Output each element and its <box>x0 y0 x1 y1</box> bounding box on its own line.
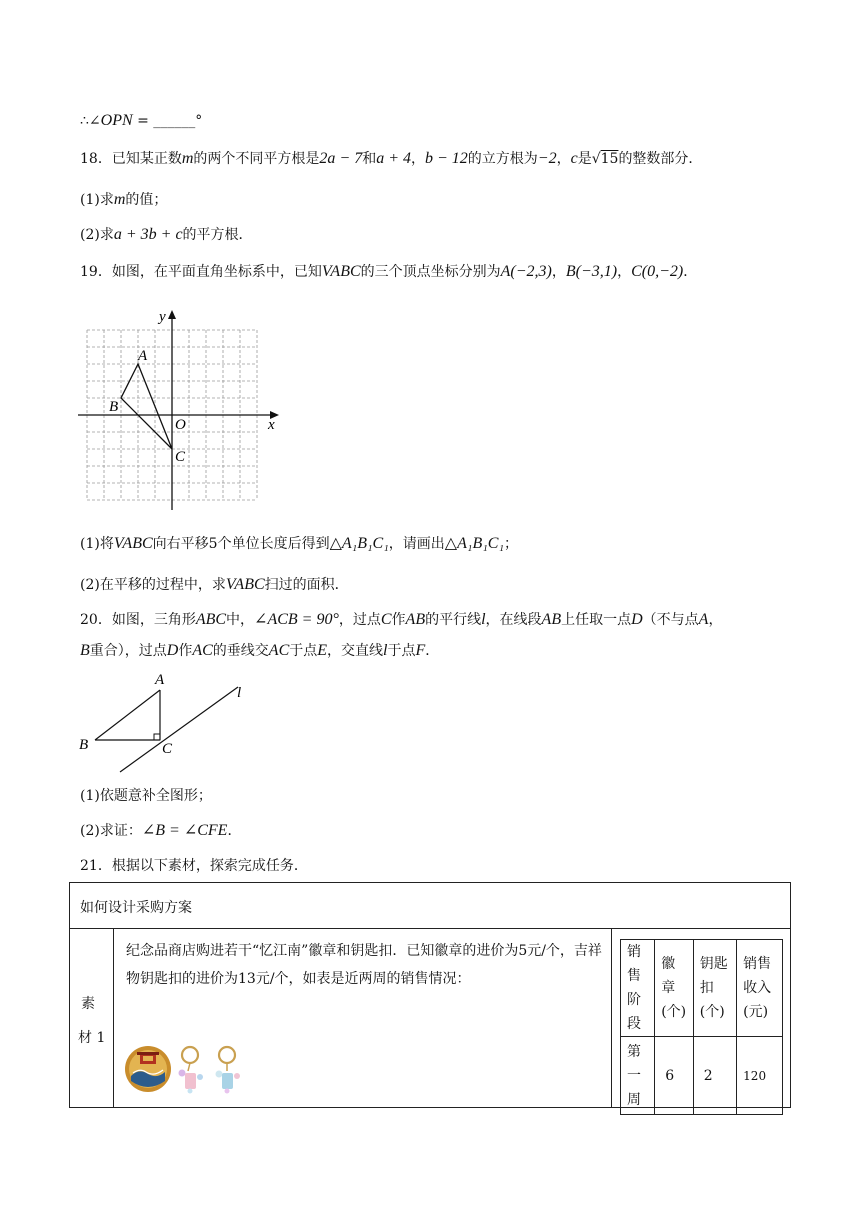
vertex-label-b: B <box>79 737 89 753</box>
badge-image <box>125 1046 171 1092</box>
material-description: 纪念品商店购进若干“忆江南”徽章和钥匙扣．已知徽章的进价为5元/个，吉祥物钥匙扣的进价为13元/个，如表是近两周的销售情况： <box>126 943 602 987</box>
keychain-image-1 <box>179 1047 204 1094</box>
material-content-cell <box>114 929 612 1107</box>
question-19-part-2: (2)在平移的过程中，求VABC扫过的面积． <box>80 576 349 593</box>
row-cell: 6 <box>655 1037 694 1115</box>
vertex-label-a: A <box>155 672 165 688</box>
vertex-label-b: B <box>109 399 119 415</box>
line-l <box>120 687 238 772</box>
weekly-sales-table <box>620 939 783 1115</box>
product-images <box>124 1043 254 1095</box>
material-label-cell: 素 材 1 <box>70 929 114 1107</box>
right-angle-mark <box>154 734 160 740</box>
question-20-part-2: (2)求证：∠B = ∠CFE． <box>80 822 242 839</box>
origin-label: O <box>175 417 186 433</box>
question-19-part-1: (1)将VABC向右平移5个单位长度后得到△A₁B₁C₁，请画出△A₁B₁C₁； <box>80 535 519 552</box>
table-header-row <box>621 940 783 1037</box>
vertex-label-a: A <box>138 348 148 364</box>
keychain-image-2 <box>216 1047 241 1094</box>
question-20-stem-line-1: 20．如图，三角形ABC中，∠ACB = 90°，过点C作AB的平行线l，在线段AB上任取一点D（不与点A， <box>80 611 723 628</box>
question-21-intro: 21．根据以下素材，探索完成任务． <box>80 858 308 874</box>
vertex-label-c: C <box>162 741 173 757</box>
header-cell: 销售收入(元) <box>737 940 783 1037</box>
question-18-stem: 18．已知某正数m的两个不同平方根是2a − 7和a + 4，b − 12的立方根为−2，c是√15的整数部分． <box>80 150 703 167</box>
row-cell: 第一周 <box>621 1037 655 1115</box>
question-19-stem: 19．如图，在平面直角坐标系中，已知VABC的三个顶点坐标分别为A(−2,3)，B(−3,1)，C(0,−2)． <box>80 263 698 280</box>
vertex-label-c: C <box>175 449 186 465</box>
y-axis-arrow <box>168 310 176 319</box>
procurement-plan-table <box>69 882 791 1108</box>
row-cell: 2 <box>693 1037 736 1115</box>
table-row <box>621 1037 783 1115</box>
header-cell: 徽章(个) <box>655 940 694 1037</box>
sqrt-sign: √ <box>591 151 601 167</box>
segment-ab <box>95 690 160 740</box>
axis-label-y: y <box>159 309 166 325</box>
coordinate-grid-figure <box>75 305 285 515</box>
table-title-row <box>70 883 790 929</box>
row-cell: 120 <box>737 1037 783 1115</box>
answer-blank: ______ <box>153 113 196 129</box>
header-cell: 销售阶段 <box>621 940 655 1037</box>
carry-line: ∴∠OPN = ______° <box>80 112 203 129</box>
question-20-part-1: (1)依题意补全图形； <box>80 788 212 804</box>
triangle-parallel-figure <box>75 668 265 778</box>
question-20-stem-line-2: B重合），过点D作AC的垂线交AC于点E，交直线l于点F． <box>80 642 440 659</box>
line-label-l: l <box>237 685 242 701</box>
triangle-abc <box>121 364 172 449</box>
table-title: 如何设计采购方案 <box>80 900 192 916</box>
axis-label-x: x <box>268 417 275 433</box>
header-cell: 钥匙扣(个) <box>693 940 736 1037</box>
question-18-part-2: (2)求a + 3b + c的平方根． <box>80 226 253 243</box>
question-18-part-1: (1)求m的值； <box>80 191 168 208</box>
